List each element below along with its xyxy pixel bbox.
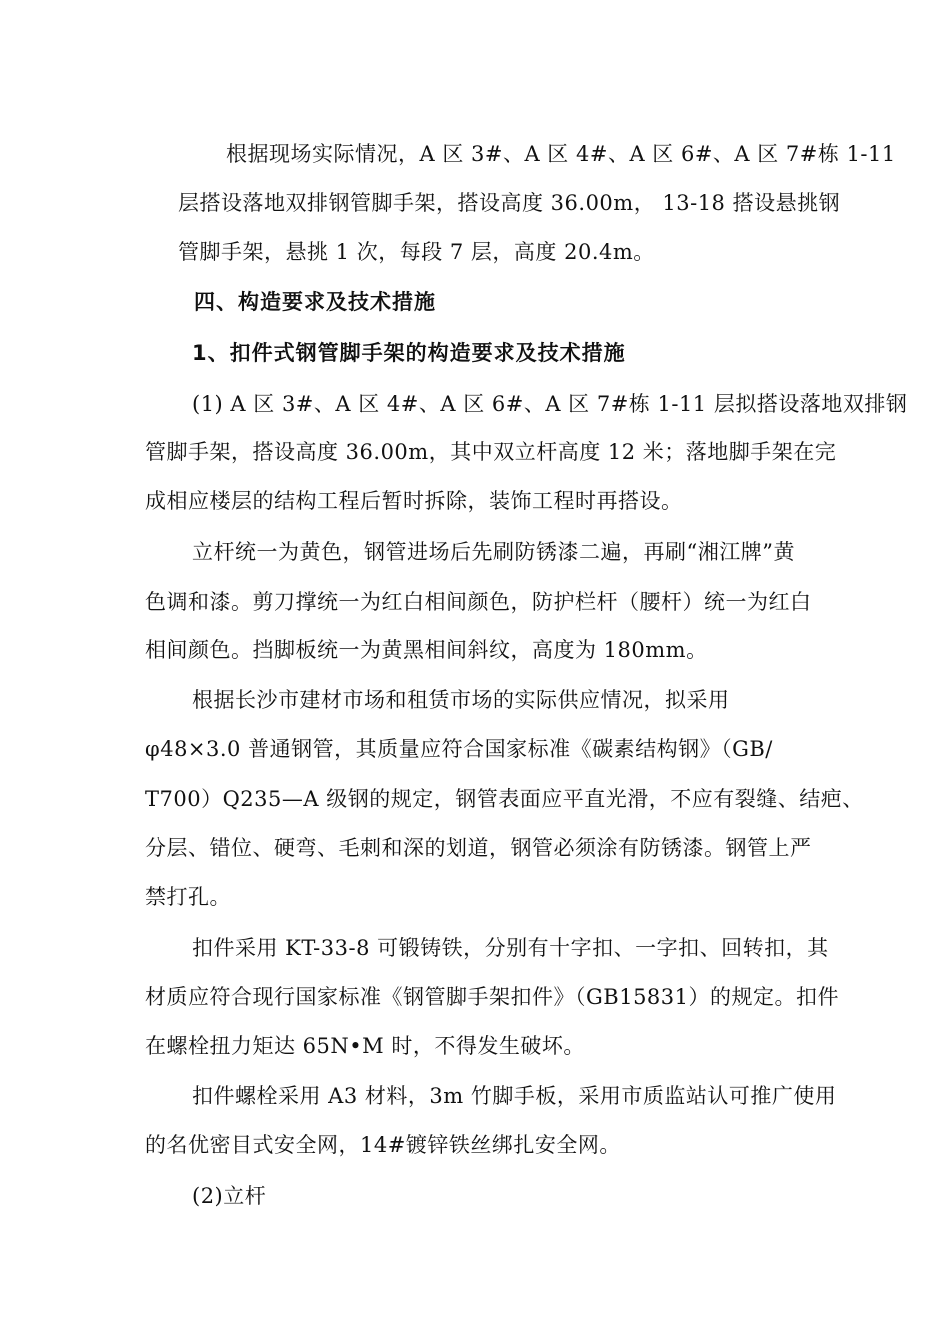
section-heading: 四、构造要求及技术措施 <box>194 290 436 314</box>
paragraph-line: 色调和漆。剪刀撑统一为红白相间颜色，防护栏杆（腰杆）统一为红白 <box>145 590 812 614</box>
paragraph-line: 层搭设落地双排钢管脚手架，搭设高度 36.00m， 13-18 搭设悬挑钢 <box>178 191 841 215</box>
subsection-heading: 1、扣件式钢管脚手架的构造要求及技术措施 <box>192 341 626 365</box>
paragraph-line: φ48×3.0 普通钢管，其质量应符合国家标准《碳素结构钢》（GB/ <box>145 737 773 761</box>
paragraph-line: 扣件螺栓采用 A3 材料，3m 竹脚手板，采用市质监站认可推广使用 <box>192 1084 837 1108</box>
paragraph-line: 的名优密目式安全网，14#镀锌铁丝绑扎安全网。 <box>145 1133 621 1157</box>
paragraph-line: 根据长沙市建材市场和租赁市场的实际供应情况，拟采用 <box>192 688 730 712</box>
paragraph-line: 成相应楼层的结构工程后暂时拆除，装饰工程时再搭设。 <box>145 489 683 513</box>
paragraph-line: 立杆统一为黄色，钢管进场后先刷防锈漆二遍，再刷“湘江牌”黄 <box>192 540 795 564</box>
paragraph-line: (1) A 区 3#、A 区 4#、A 区 6#、A 区 7#栋 1-11 层拟搭设落地双排钢 <box>192 392 908 416</box>
list-item-heading: (2)立杆 <box>192 1184 267 1208</box>
paragraph-line: 禁打孔。 <box>145 885 231 909</box>
paragraph-line: 在螺栓扭力矩达 65N•M 时，不得发生破坏。 <box>145 1034 585 1058</box>
paragraph-line: 管脚手架，搭设高度 36.00m，其中双立杆高度 12 米；落地脚手架在完 <box>145 440 837 464</box>
paragraph-line: 根据现场实际情况，A 区 3#、A 区 4#、A 区 6#、A 区 7#栋 1-11 <box>226 142 896 166</box>
paragraph-line: 扣件采用 KT-33-8 可锻铸铁，分别有十字扣、一字扣、回转扣，其 <box>192 936 829 960</box>
paragraph-line: 材质应符合现行国家标准《钢管脚手架扣件》（GB15831）的规定。扣件 <box>145 985 840 1009</box>
paragraph-line: 管脚手架，悬挑 1 次，每段 7 层，高度 20.4m。 <box>178 240 655 264</box>
paragraph-line: T700）Q235—A 级钢的规定，钢管表面应平直光滑，不应有裂缝、结疤、 <box>145 787 864 811</box>
paragraph-line: 分层、错位、硬弯、毛刺和深的划道，钢管必须涂有防锈漆。钢管上严 <box>145 836 812 860</box>
paragraph-line: 相间颜色。挡脚板统一为黄黑相间斜纹，高度为 180mm。 <box>145 638 708 662</box>
